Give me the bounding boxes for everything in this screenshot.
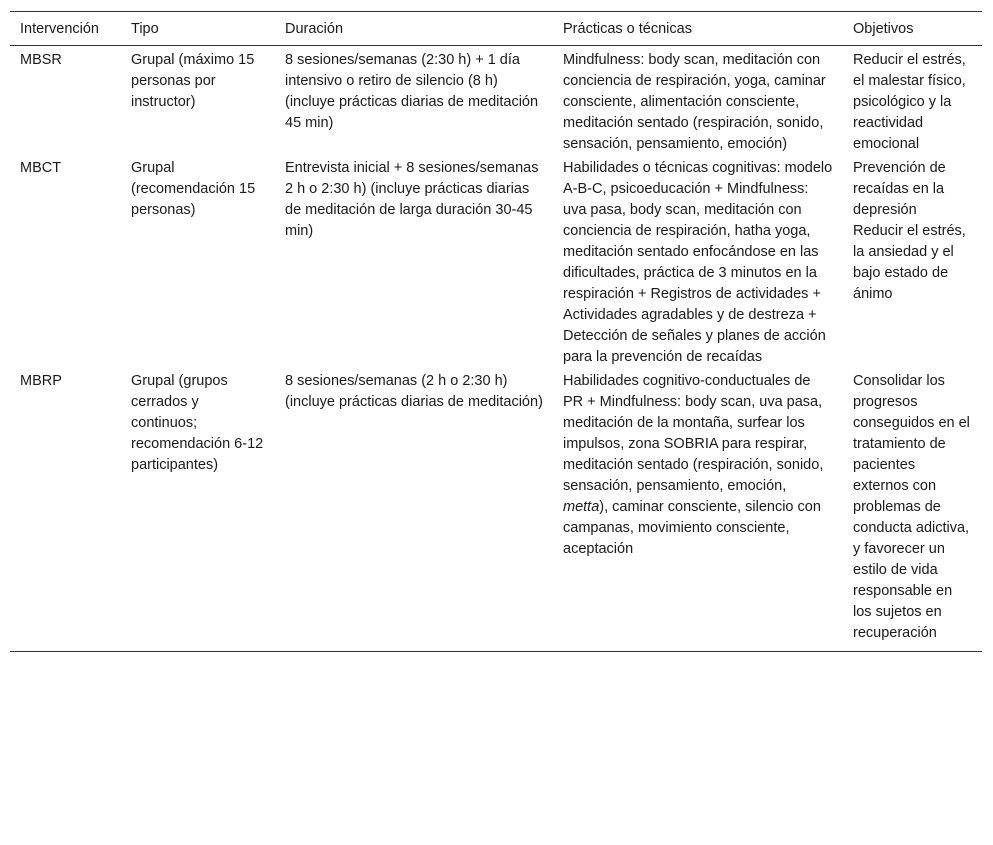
table-row [10,46,982,158]
practicas-text-before: Habilidades cognitivo-conductuales de PR + Mindfulness: body scan, uva pasa, meditación de la montaña, surfear los impulsos, zona SOBRIA para respirar, meditación sentado (respiración, sonido, sensación, pensamiento, emoción, [563,373,824,494]
interventions-table [10,11,982,652]
cell-objetivos: Consolidar los progresos conseguidos en el tratamiento de pacientes externos con problemas de conducta adictiva, y favorecer un estilo de vida responsable en los sujetos en recuperación [853,373,970,641]
cell-practicas: Mindfulness: body scan, meditación con conciencia de respiración, yoga, caminar consciente, alimentación consciente, meditación sentado (respiración, sonido, sensación, pensamiento, emoción) [563,52,826,152]
header-practicas: Prácticas o técnicas [563,21,692,37]
cell-intervencion: MBCT [20,160,62,176]
cell-tipo: Grupal (recomendación 15 personas) [131,160,256,218]
cell-duracion: 8 sesiones/semanas (2 h o 2:30 h) (incluye prácticas diarias de meditación) [285,373,543,410]
table-row [10,370,982,652]
cell-practicas: Habilidades o técnicas cognitivas: modelo A-B-C, psicoeducación + Mindfulness: uva pasa, body scan, meditación con conciencia de respiración, hatha yoga, meditación sentado enfocándose en las dificultades, práctica de 3 minutos en la respiración + Registros de actividades + Actividades agradables y de destreza + Detección de señales y planes de acción para la prevención de recaídas [563,160,833,365]
cell-practicas [553,370,843,652]
cell-tipo: Grupal (grupos cerrados y continuos; recomendación 6-12 participantes) [131,373,264,473]
cell-intervencion: MBRP [20,373,62,389]
cell-objetivos: Prevención de recaídas en la depresión Reducir el estrés, la ansiedad y el bajo estado de ánimo [853,160,966,302]
cell-tipo: Grupal (máximo 15 personas por instructor) [131,52,255,110]
table-header-row [10,12,982,46]
cell-objetivos: Reducir el estrés, el malestar físico, psicológico y la reactividad emocional [853,52,966,152]
cell-duracion: Entrevista inicial + 8 sesiones/semanas 2 h o 2:30 h) (incluye prácticas diarias de meditación de larga duración 30-45 min) [285,160,539,239]
header-tipo: Tipo [131,21,159,37]
practicas-text-after: ), caminar consciente, silencio con campanas, movimiento consciente, aceptación [563,499,821,557]
cell-duracion: 8 sesiones/semanas (2:30 h) + 1 día intensivo o retiro de silencio (8 h) (incluye prácticas diarias de meditación 45 min) [285,52,539,131]
header-intervencion: Intervención [20,21,99,37]
header-objetivos: Objetivos [853,21,914,37]
header-duracion: Duración [285,21,344,37]
cell-intervencion: MBSR [20,52,62,68]
practicas-text-emphasis: metta [563,499,600,515]
table-row [10,157,982,370]
